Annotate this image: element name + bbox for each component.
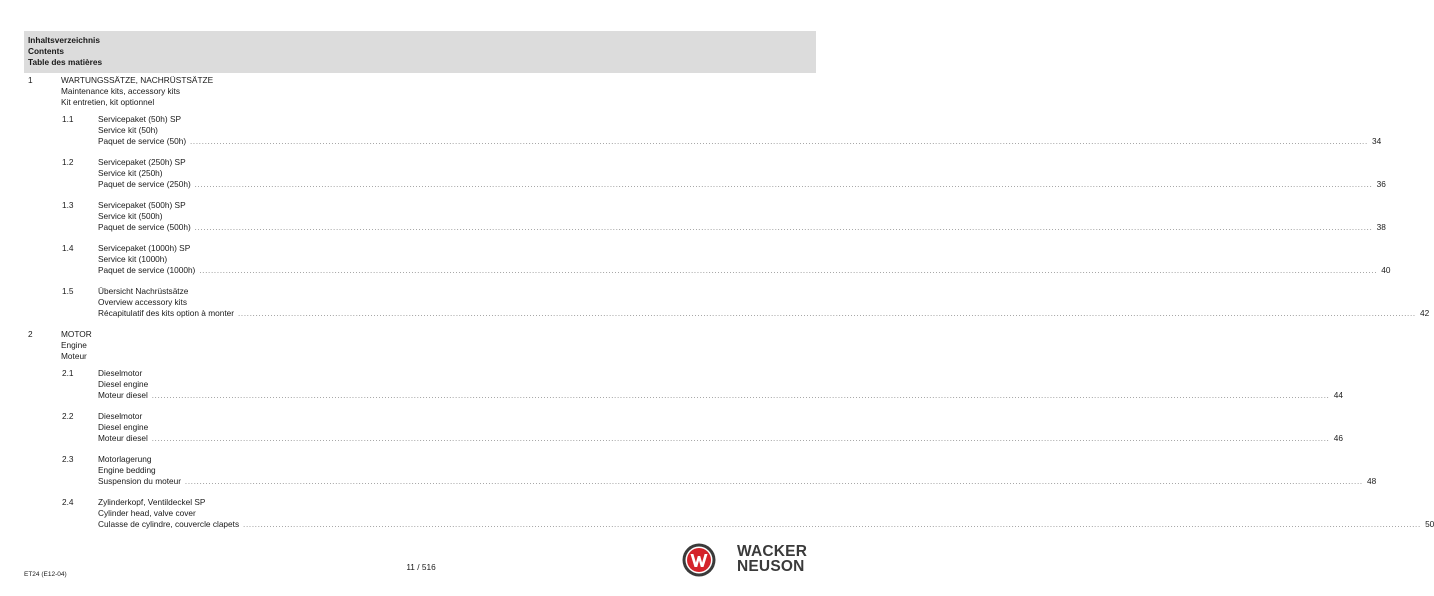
- section-title-en: Maintenance kits, accessory kits: [61, 86, 180, 96]
- entry-page-number[interactable]: 50: [1425, 519, 1434, 529]
- entry-title-fr: Suspension du moteur: [98, 476, 182, 486]
- page-indicator: 11 / 516: [406, 562, 436, 572]
- logo-wordmark: [737, 544, 807, 574]
- dot-leader: ................................................................................................................................................................................................................................................................................................................................................................................................................: [194, 225, 1373, 232]
- toc-entry[interactable]: [24, 114, 1382, 147]
- section-title-en: Engine: [61, 340, 87, 350]
- dot-leader: ................................................................................................................................................................................................................................................................................................................................................................................................................: [238, 311, 1416, 318]
- toc-entry[interactable]: [24, 200, 1386, 233]
- entry-title-fr: Culasse de cylindre, couvercle clapets: [98, 519, 240, 529]
- entry-number: 2.4: [62, 497, 74, 507]
- entry-title-en: Service kit (250h): [98, 168, 163, 178]
- section-title-de: WARTUNGSSÄTZE, NACHRÜSTSÄTZE: [61, 75, 214, 85]
- entry-number: 1.1: [62, 114, 74, 124]
- document-code: ET24 (E12-04): [24, 571, 67, 578]
- table-of-contents: [24, 75, 1434, 540]
- entry-number: 2.3: [62, 454, 74, 464]
- dot-leader: ................................................................................................................................................................................................................................................................................................................................................................................................................: [194, 182, 1373, 189]
- wacker-neuson-emblem-icon: [682, 543, 716, 577]
- entry-page-number[interactable]: 42: [1420, 308, 1430, 318]
- entry-title-en: Engine bedding: [98, 465, 156, 475]
- entry-title-de: Dieselmotor: [98, 411, 143, 421]
- entry-title-de: Servicepaket (1000h) SP: [98, 243, 191, 253]
- header-title-de: Inhaltsverzeichnis: [28, 35, 100, 45]
- entry-number: 1.4: [62, 243, 74, 253]
- toc-entry[interactable]: [24, 497, 1434, 530]
- dot-leader: ................................................................................................................................................................................................................................................................................................................................................................................................................: [190, 139, 1369, 146]
- toc-section-2: [24, 329, 1434, 530]
- entry-title-en: Service kit (1000h): [98, 254, 168, 264]
- section-title-fr: Kit entretien, kit optionnel: [61, 97, 155, 107]
- section-title-de: MOTOR: [61, 329, 92, 339]
- entry-title-de: Servicepaket (250h) SP: [98, 157, 186, 167]
- toc-entry[interactable]: [24, 411, 1343, 444]
- entry-title-fr: Paquet de service (500h): [98, 222, 191, 232]
- entry-title-de: Übersicht Nachrüstsätze: [98, 286, 189, 296]
- section-number: 2: [28, 329, 33, 339]
- dot-leader: ................................................................................................................................................................................................................................................................................................................................................................................................................: [151, 436, 1330, 443]
- toc-entry[interactable]: [24, 243, 1391, 276]
- entry-title-de: Zylinderkopf, Ventildeckel SP: [98, 497, 206, 507]
- header-title-fr: Table des matières: [28, 57, 103, 67]
- entry-title-en: Diesel engine: [98, 379, 149, 389]
- header-title-en: Contents: [28, 46, 64, 56]
- entry-title-fr: Récapitulatif des kits option à monter: [98, 308, 235, 318]
- entry-page-number[interactable]: 40: [1381, 265, 1391, 275]
- toc-entry[interactable]: [24, 157, 1386, 190]
- entry-number: 1.5: [62, 286, 74, 296]
- dot-leader: ................................................................................................................................................................................................................................................................................................................................................................................................................: [185, 479, 1363, 486]
- entry-title-en: Overview accessory kits: [98, 297, 187, 307]
- entry-number: 2.2: [62, 411, 74, 421]
- entry-title-de: Servicepaket (500h) SP: [98, 200, 186, 210]
- toc-section-1: [24, 75, 1430, 319]
- entry-number: 1.3: [62, 200, 74, 210]
- entry-page-number[interactable]: 34: [1372, 136, 1382, 146]
- section-number: 1: [28, 75, 33, 85]
- entry-title-en: Diesel engine: [98, 422, 149, 432]
- toc-entry[interactable]: [24, 454, 1377, 487]
- entry-title-fr: Moteur diesel: [98, 433, 148, 443]
- entry-page-number[interactable]: 38: [1376, 222, 1386, 232]
- entry-title-en: Cylinder head, valve cover: [98, 508, 196, 518]
- section-title-fr: Moteur: [61, 351, 87, 361]
- entry-title-fr: Moteur diesel: [98, 390, 148, 400]
- entry-number: 1.2: [62, 157, 74, 167]
- entry-page-number[interactable]: 36: [1376, 179, 1386, 189]
- entry-title-en: Service kit (500h): [98, 211, 163, 221]
- entry-title-de: Servicepaket (50h) SP: [98, 114, 182, 124]
- toc-entry[interactable]: [24, 286, 1430, 319]
- entry-title-fr: Paquet de service (1000h): [98, 265, 196, 275]
- entry-number: 2.1: [62, 368, 74, 378]
- dot-leader: ................................................................................................................................................................................................................................................................................................................................................................................................................: [199, 268, 1378, 275]
- entry-page-number[interactable]: 48: [1366, 476, 1377, 486]
- entry-title-de: Motorlagerung: [98, 454, 152, 464]
- entry-title-en: Service kit (50h): [98, 125, 158, 135]
- entry-title-fr: Paquet de service (50h): [98, 136, 187, 146]
- entry-title-de: Dieselmotor: [98, 368, 143, 378]
- wacker-neuson-logo: [682, 543, 822, 577]
- entry-title-fr: Paquet de service (250h): [98, 179, 191, 189]
- toc-entry[interactable]: [24, 368, 1343, 401]
- toc-header: [24, 31, 816, 73]
- dot-leader: ................................................................................................................................................................................................................................................................................................................................................................................................................: [243, 522, 1422, 529]
- logo-word-wacker: WACKER: [737, 543, 808, 560]
- entry-page-number[interactable]: 44: [1333, 390, 1343, 400]
- logo-word-neuson: NEUSON: [737, 558, 805, 575]
- entry-page-number[interactable]: 46: [1333, 433, 1343, 443]
- dot-leader: ................................................................................................................................................................................................................................................................................................................................................................................................................: [151, 393, 1330, 400]
